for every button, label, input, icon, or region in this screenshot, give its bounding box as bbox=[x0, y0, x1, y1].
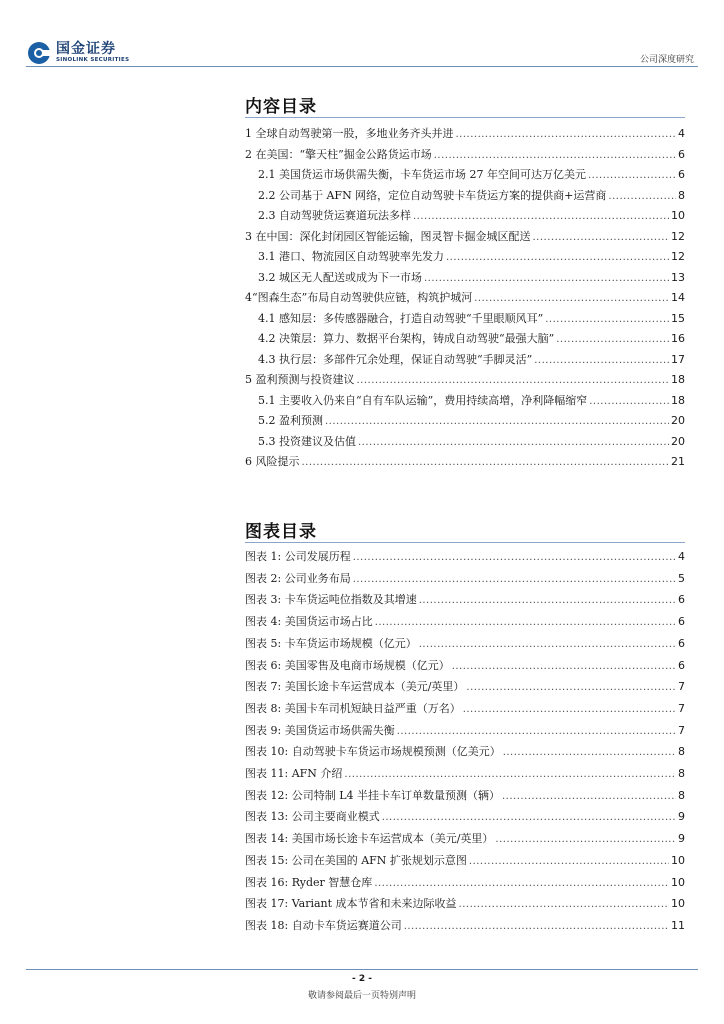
entry-label: 图表 10: 自动驾驶卡车货运市场规模预测（亿美元） bbox=[245, 745, 501, 759]
entry-label: 图表 4: 美国货运市场占比 bbox=[245, 615, 373, 629]
page-number: - 2 - bbox=[352, 974, 372, 984]
leader-dots bbox=[503, 747, 676, 758]
entry-label: 3 在中国：深化封闭园区智能运输，图灵智卡掘金城区配送 bbox=[245, 229, 531, 243]
entry-page-number: 17 bbox=[671, 352, 685, 366]
figure-entry[interactable] bbox=[245, 657, 685, 677]
leader-dots bbox=[463, 704, 676, 715]
leader-dots bbox=[375, 617, 676, 628]
figure-entry[interactable] bbox=[245, 635, 685, 655]
entry-page-number: 6 bbox=[678, 168, 685, 181]
figure-entry[interactable] bbox=[245, 743, 685, 763]
leader-dots bbox=[374, 878, 669, 889]
entry-page-number: 6 bbox=[678, 658, 685, 672]
entry-page-number: 10 bbox=[671, 209, 685, 222]
figure-entry[interactable] bbox=[245, 874, 685, 894]
toc-entry[interactable] bbox=[258, 412, 685, 432]
contents-title: 内容目录 bbox=[245, 97, 317, 117]
entry-page-number: 8 bbox=[678, 745, 685, 759]
entry-label: 4.2 决策层：算力、数据平台架构，铸成自动驾驶“最强大脑” bbox=[258, 332, 555, 345]
figure-entry[interactable] bbox=[245, 678, 685, 698]
figures-title-underline bbox=[245, 542, 685, 543]
leader-dots bbox=[397, 726, 676, 737]
toc-entry[interactable] bbox=[245, 371, 685, 391]
leader-dots bbox=[452, 661, 676, 672]
entry-page-number: 20 bbox=[671, 434, 685, 448]
entry-label: 3.2 城区无人配送或成为下一市场 bbox=[258, 270, 422, 284]
figure-entry[interactable] bbox=[245, 917, 685, 937]
report-type-label: 公司深度研究 bbox=[639, 55, 694, 65]
entry-page-number: 20 bbox=[671, 414, 685, 427]
entry-label: 图表 9: 美国货运市场供需失衡 bbox=[245, 723, 395, 737]
entry-page-number: 4 bbox=[678, 127, 685, 140]
entry-page-number: 7 bbox=[678, 701, 685, 715]
toc-entry[interactable] bbox=[258, 351, 685, 371]
entry-label: 图表 11: AFN 介绍 bbox=[245, 767, 343, 780]
entry-page-number: 8 bbox=[678, 188, 685, 202]
entry-label: 5.1 主要收入仍来自“自有车队运输”，费用持续高增，净利降幅缩窄 bbox=[258, 393, 588, 407]
company-logo bbox=[28, 42, 129, 64]
entry-page-number: 12 bbox=[671, 229, 685, 243]
entry-page-number: 6 bbox=[678, 593, 685, 607]
leader-dots bbox=[382, 812, 676, 823]
leader-dots bbox=[413, 211, 669, 222]
figure-entry[interactable] bbox=[245, 765, 685, 785]
entry-page-number: 9 bbox=[678, 810, 685, 824]
toc-entry[interactable] bbox=[258, 310, 685, 330]
entry-label: 4.1 感知层：多传感器融合，打造自动驾驶“千里眼顺风耳” bbox=[258, 311, 544, 325]
entry-page-number: 4 bbox=[678, 550, 685, 563]
figure-entry[interactable] bbox=[245, 613, 685, 633]
leader-dots bbox=[434, 150, 676, 161]
entry-page-number: 6 bbox=[678, 636, 685, 650]
footer-divider bbox=[26, 969, 698, 970]
toc-entry[interactable] bbox=[258, 269, 685, 289]
entry-page-number: 10 bbox=[671, 897, 685, 911]
entry-page-number: 10 bbox=[671, 853, 685, 867]
toc-entry[interactable] bbox=[258, 166, 685, 186]
entry-label: 5.3 投资建议及估值 bbox=[258, 434, 356, 448]
entry-label: 5.2 盈利预测 bbox=[258, 414, 323, 427]
figure-entry[interactable] bbox=[245, 808, 685, 828]
entry-page-number: 7 bbox=[678, 723, 685, 737]
entry-page-number: 8 bbox=[678, 767, 685, 780]
toc-entry[interactable] bbox=[258, 248, 685, 268]
entry-label: 图表 7: 美国长途卡车运营成本（美元/英里） bbox=[245, 680, 465, 694]
leader-dots bbox=[459, 899, 669, 910]
entry-label: 图表 5: 卡车货运市场规模（亿元） bbox=[245, 636, 417, 650]
entry-label: 2.1 美国货运市场供需失衡，卡车货运市场 27 年空间可达万亿美元 bbox=[258, 168, 586, 181]
entry-label: 图表 1: 公司发展历程 bbox=[245, 550, 351, 563]
leader-dots bbox=[302, 457, 670, 468]
entry-label: 5 盈利预测与投资建议 bbox=[245, 373, 355, 386]
footer-disclaimer: 敬请参阅最后一页特别声明 bbox=[307, 991, 416, 1001]
entry-label: 1 全球自动驾驶第一股，多地业务齐头并进 bbox=[245, 127, 454, 140]
figure-entry[interactable] bbox=[245, 895, 685, 915]
toc-entry[interactable] bbox=[245, 453, 685, 473]
toc-entry[interactable] bbox=[245, 125, 685, 145]
logo-english-name: SINOLINK SECURITIES bbox=[56, 57, 130, 64]
entry-label: 图表 16: Ryder 智慧仓库 bbox=[245, 875, 373, 889]
entry-label: 6 风险提示 bbox=[245, 455, 300, 468]
entry-page-number: 7 bbox=[678, 680, 685, 694]
entry-page-number: 12 bbox=[671, 250, 685, 263]
entry-label: 2.2 公司基于 AFN 网络，定位自动驾驶卡车货运方案的提供商+运营商 bbox=[258, 188, 607, 202]
entry-page-number: 6 bbox=[678, 615, 685, 629]
entry-label: 图表 14: 美国市场长途卡车运营成本（美元/英里） bbox=[245, 832, 494, 846]
leader-dots bbox=[344, 769, 676, 780]
entry-page-number: 5 bbox=[678, 571, 685, 585]
entry-label: 图表 12: 公司特制 L4 半挂卡车订单数量预测（辆） bbox=[245, 788, 500, 802]
leader-dots bbox=[456, 129, 677, 140]
leader-dots bbox=[424, 273, 669, 284]
toc-entry[interactable] bbox=[258, 187, 685, 207]
toc-entry[interactable] bbox=[245, 289, 685, 309]
contents-title-underline bbox=[245, 117, 685, 118]
toc-entry[interactable] bbox=[258, 207, 685, 227]
entry-label: 4“图森生态”布局自动驾驶供应链，构筑护城河 bbox=[245, 291, 473, 304]
leader-dots bbox=[534, 355, 669, 366]
figure-entry[interactable] bbox=[245, 548, 685, 568]
leader-dots bbox=[466, 682, 676, 693]
toc-entry[interactable] bbox=[258, 433, 685, 453]
leader-dots bbox=[358, 437, 669, 448]
leader-dots bbox=[589, 396, 669, 407]
leader-dots bbox=[556, 334, 669, 345]
toc-entry[interactable] bbox=[245, 228, 685, 248]
leader-dots bbox=[502, 791, 676, 802]
entry-page-number: 8 bbox=[678, 788, 685, 802]
figures-title: 图表目录 bbox=[245, 522, 317, 542]
entry-label: 图表 18: 自动卡车货运赛道公司 bbox=[245, 918, 402, 932]
entry-page-number: 18 bbox=[671, 373, 685, 386]
toc-entry[interactable] bbox=[258, 392, 685, 412]
entry-label: 4.3 执行层：多部件冗余处理，保证自动驾驶“手脚灵活” bbox=[258, 352, 533, 366]
leader-dots bbox=[495, 834, 676, 845]
entry-page-number: 18 bbox=[671, 393, 685, 407]
leader-dots bbox=[353, 574, 676, 585]
entry-page-number: 10 bbox=[671, 875, 685, 889]
toc-entry[interactable] bbox=[258, 330, 685, 350]
leader-dots bbox=[545, 314, 669, 325]
entry-page-number: 11 bbox=[671, 918, 685, 932]
leader-dots bbox=[404, 921, 669, 932]
figure-entry[interactable] bbox=[245, 700, 685, 720]
entry-label: 图表 6: 美国零售及电商市场规模（亿元） bbox=[245, 658, 450, 672]
figure-entry[interactable] bbox=[245, 852, 685, 872]
leader-dots bbox=[419, 595, 676, 606]
entry-page-number: 13 bbox=[671, 270, 685, 284]
entry-page-number: 15 bbox=[671, 311, 685, 325]
leader-dots bbox=[446, 252, 669, 263]
leader-dots bbox=[357, 375, 670, 386]
leader-dots bbox=[469, 856, 669, 867]
leader-dots bbox=[588, 170, 676, 181]
entry-label: 图表 3: 卡车货运吨位指数及其增速 bbox=[245, 593, 417, 607]
entry-label: 图表 8: 美国卡车司机短缺日益严重（万名） bbox=[245, 701, 461, 715]
figure-entry[interactable] bbox=[245, 570, 685, 590]
entry-label: 3.1 港口、物流园区自动驾驶率先发力 bbox=[258, 250, 444, 263]
entry-page-number: 21 bbox=[671, 455, 685, 468]
leader-dots bbox=[419, 639, 676, 650]
entry-label: 2 在美国：“擎天柱”掘金公路货运市场 bbox=[245, 147, 432, 161]
figure-entry[interactable] bbox=[245, 722, 685, 742]
figure-entry[interactable] bbox=[245, 787, 685, 807]
entry-label: 2.3 自动驾驶货运赛道玩法多样 bbox=[258, 209, 411, 222]
leader-dots bbox=[353, 552, 676, 563]
leader-dots bbox=[533, 232, 670, 243]
figure-entry[interactable] bbox=[245, 591, 685, 611]
logo-mark-icon bbox=[28, 42, 50, 64]
entry-page-number: 6 bbox=[678, 147, 685, 161]
figure-entry[interactable] bbox=[245, 830, 685, 850]
entry-label: 图表 13: 公司主要商业模式 bbox=[245, 810, 380, 824]
entry-page-number: 16 bbox=[671, 332, 685, 345]
entry-page-number: 9 bbox=[678, 832, 685, 846]
entry-label: 图表 17: Variant 成本节省和未来边际收益 bbox=[245, 897, 457, 911]
entry-label: 图表 2: 公司业务布局 bbox=[245, 571, 351, 585]
entry-label: 图表 15: 公司在美国的 AFN 扩张规划示意图 bbox=[245, 853, 467, 867]
header-divider bbox=[26, 66, 698, 67]
leader-dots bbox=[474, 293, 669, 304]
leader-dots bbox=[325, 416, 669, 427]
entry-page-number: 14 bbox=[671, 291, 685, 304]
logo-chinese-name: 国金证券 bbox=[56, 41, 116, 58]
toc-entry[interactable] bbox=[245, 146, 685, 166]
leader-dots bbox=[608, 191, 676, 202]
